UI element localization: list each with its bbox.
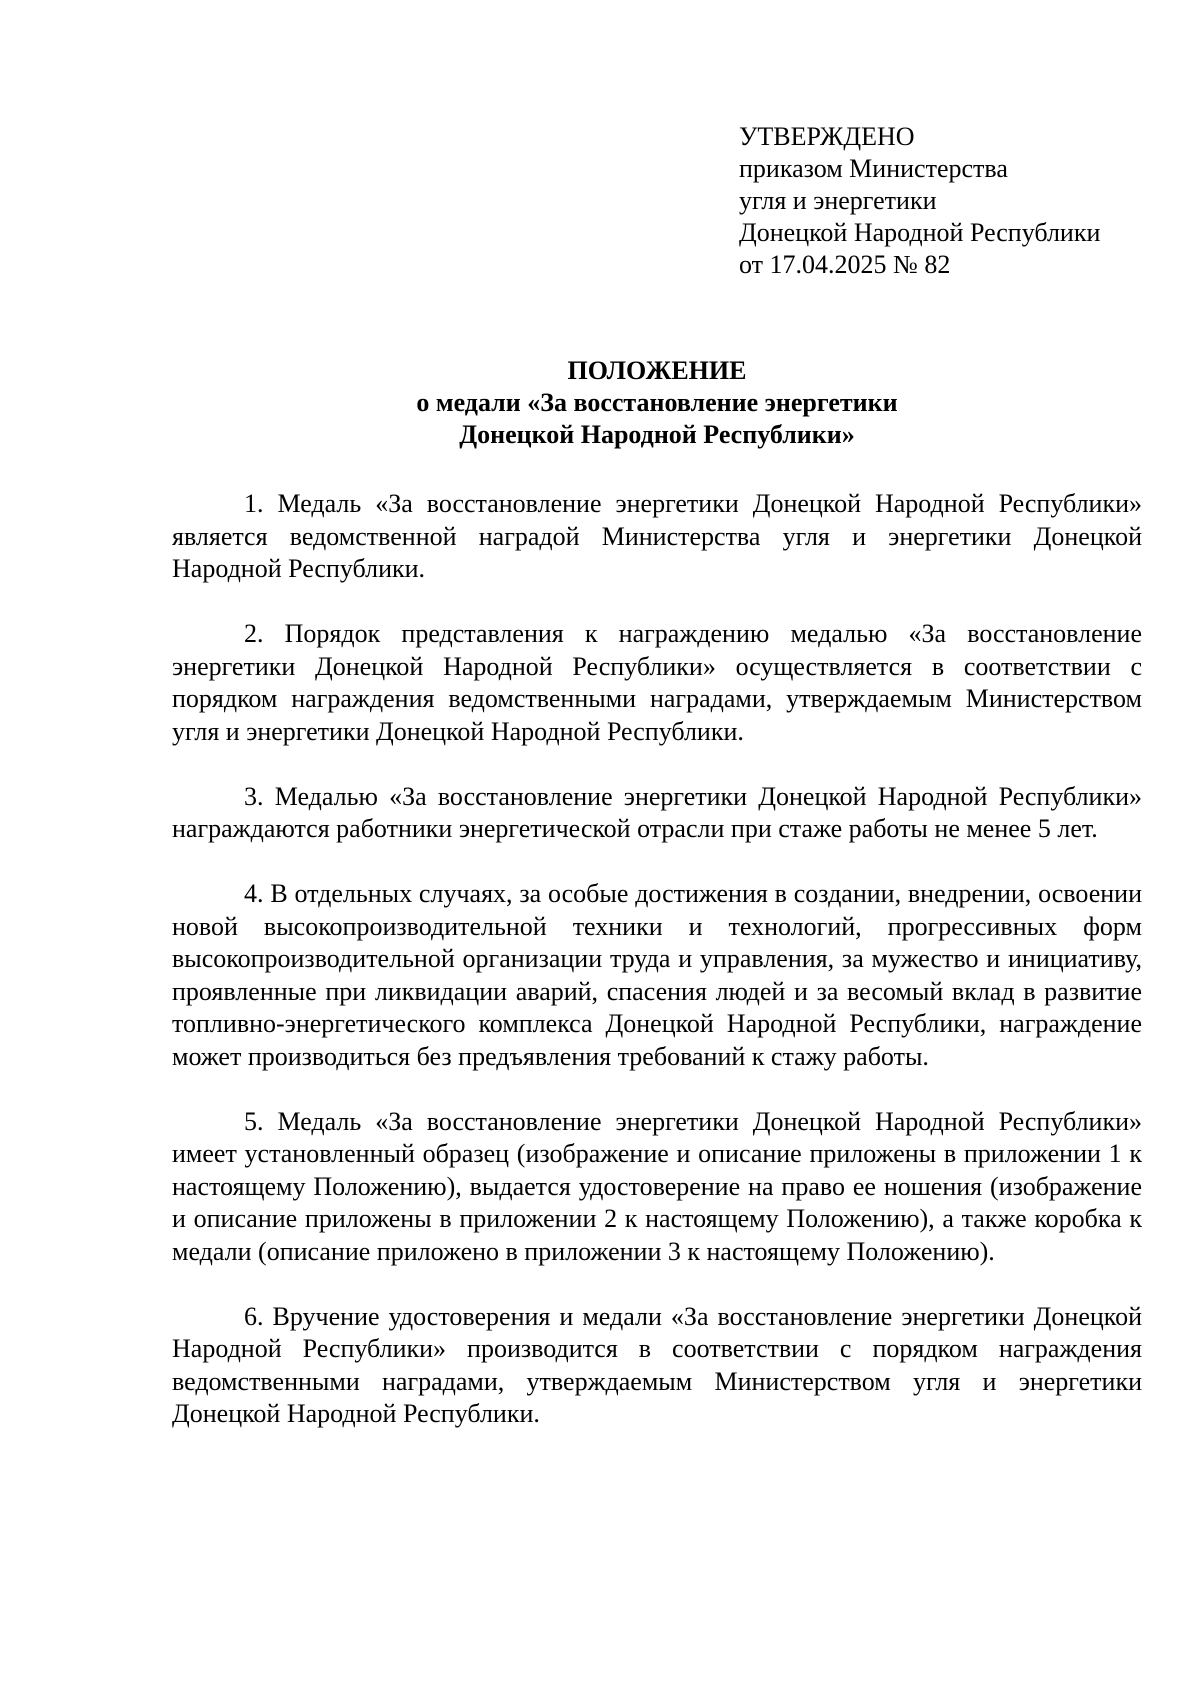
paragraph-text: Медаль «За восстановление энергетики Донецкой Народной Республики» имеет установленный образец (изображение и описание приложены в приложении 1 к настоящему Положению), выдается удостоверение на право ее ношения (изображение и описание приложены в приложении 2 к настоящему Положению), а также коробка к медали (описание приложено в приложении 3 к настоящему Положению). xyxy=(172,1106,1142,1266)
approval-line-order: приказом Министерства xyxy=(739,154,1008,183)
paragraph-text: Вручение удостоверения и медали «За восстановление энергетики Донецкой Народной Республики» производится в соответствии с порядком награждения ведомственными наградами, утверждаемым Министерством угля и энергетики Донецкой Народной Республики. xyxy=(172,1301,1142,1428)
document-heading xyxy=(172,355,1142,451)
paragraph-4 xyxy=(172,878,1142,1073)
paragraph-text: Медалью «За восстановление энергетики Донецкой Народной Республики» награждаются работники энергетической отрасли при стаже работы не менее 5 лет. xyxy=(172,781,1143,843)
approval-line-republic: Донецкой Народной Республики xyxy=(739,218,1101,247)
paragraph-2 xyxy=(172,618,1142,748)
paragraph-5 xyxy=(172,1106,1142,1269)
document-body xyxy=(172,488,1142,1463)
paragraph-3 xyxy=(172,781,1142,846)
document-subtitle-line-2: Донецкой Народной Республики» xyxy=(459,420,855,449)
approval-line-ministry: угля и энергетики xyxy=(739,186,937,215)
paragraph-number: 6. xyxy=(244,1301,264,1331)
paragraph-number: 2. xyxy=(244,619,264,648)
document-subtitle-line-1: о медали «За восстановление энергетики xyxy=(416,388,898,417)
document-title: ПОЛОЖЕНИЕ xyxy=(567,356,747,385)
paragraph-1 xyxy=(172,488,1142,586)
paragraph-6 xyxy=(172,1301,1142,1431)
paragraph-number: 3. xyxy=(244,781,264,811)
paragraph-text: Порядок представления к награждению медалью «За восстановление энергетики Донецкой Народной Республики» осуществляется в соответствии с порядком награждения ведомственными наградами, утверждаемым Министерством угля и энергетики Донецкой Народной Республики. xyxy=(172,619,1143,746)
approval-line-approved: УТВЕРЖДЕНО xyxy=(739,122,915,151)
approval-block xyxy=(739,121,1179,281)
paragraph-number: 4. xyxy=(244,879,264,908)
paragraph-number: 1. xyxy=(244,489,264,518)
paragraph-text: Медаль «За восстановление энергетики Донецкой Народной Республики» является ведомственной наградой Министерства угля и энергетики Донецкой Народной Республики. xyxy=(172,489,1142,583)
approval-line-date-number: от 17.04.2025 № 82 xyxy=(739,250,951,279)
paragraph-text: В отдельных случаях, за особые достижения в создании, внедрении, освоении новой высокопроизводительной техники и технологий, прогрессивных форм высокопроизводительной организации труда и управления, за мужество и инициативу, проявленные при ликвидации аварий, спасения людей и за весомый вклад в развитие топливно-энергетического комплекса Донецкой Народной Республики, награждение может производиться без предъявления требований к стажу работы. xyxy=(172,879,1142,1071)
paragraph-number: 5. xyxy=(244,1106,264,1136)
